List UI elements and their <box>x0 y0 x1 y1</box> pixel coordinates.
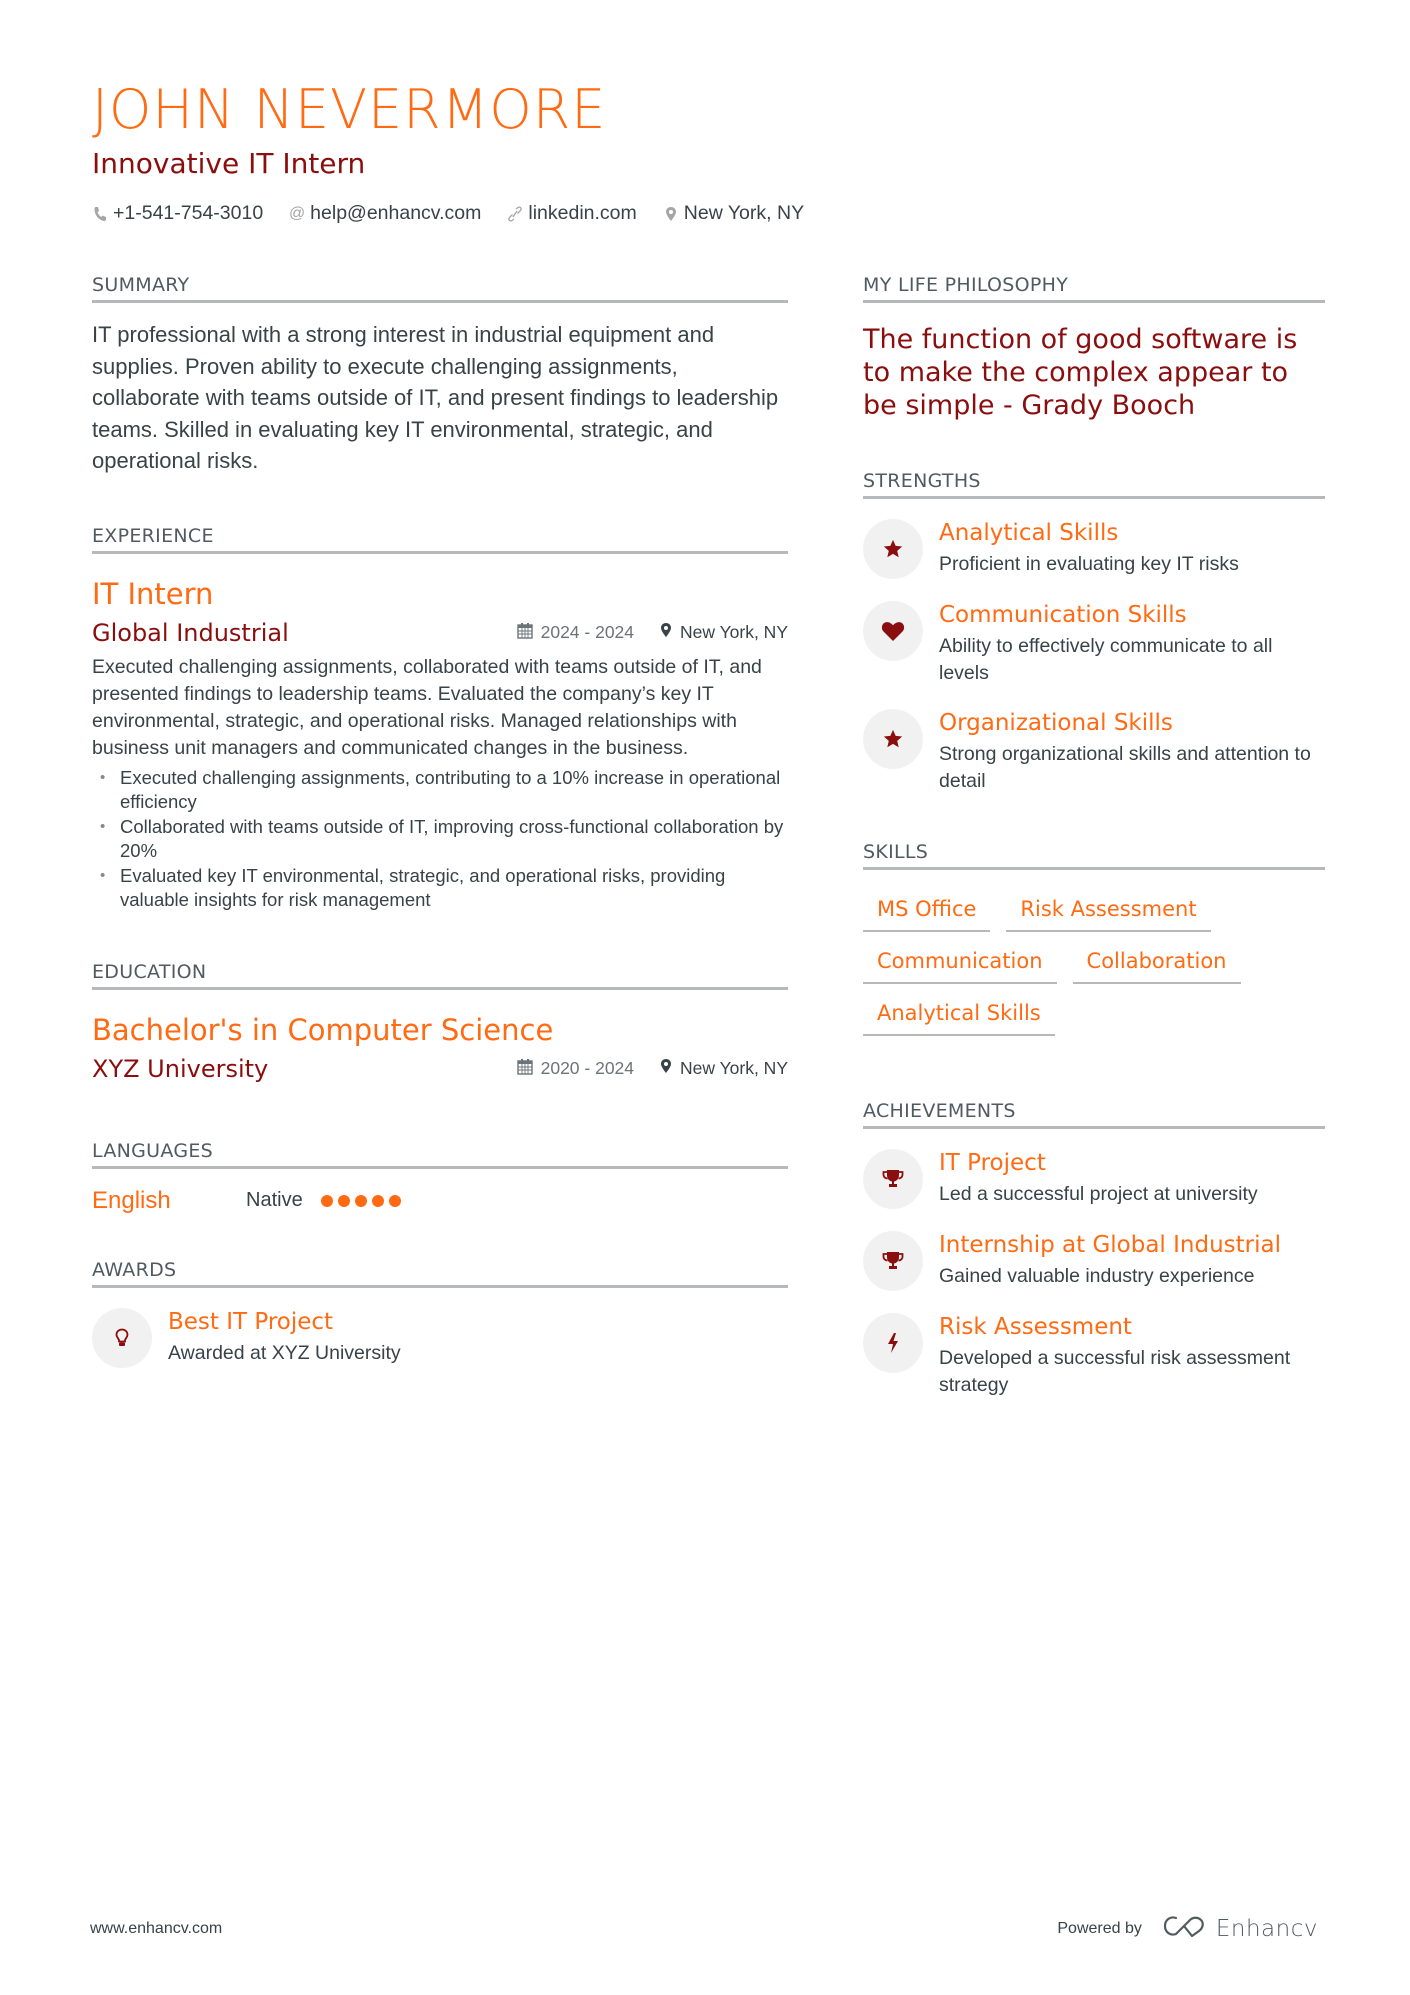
skills-section <box>863 839 1325 1036</box>
summary-heading: SUMMARY <box>92 272 788 303</box>
contact-email-text: help@enhancv.com <box>310 202 482 224</box>
candidate-title: Innovative IT Intern <box>92 147 366 180</box>
rating-dot <box>372 1195 384 1207</box>
achievements-section <box>863 1098 1325 1399</box>
achievement-title: IT Project <box>939 1150 1046 1176</box>
philosophy-heading: MY LIFE PHILOSOPHY <box>863 272 1325 303</box>
strength-description: Ability to effectively communicate to all levels <box>939 635 1273 684</box>
contact-link[interactable] <box>507 202 636 225</box>
achievements-heading: ACHIEVEMENTS <box>863 1098 1325 1129</box>
rating-dot <box>355 1195 367 1207</box>
job-role: IT Intern <box>92 576 214 611</box>
bolt-icon <box>863 1313 923 1373</box>
job-dates-text: 2024 - 2024 <box>540 622 635 642</box>
strength-text <box>939 519 1239 579</box>
achievement-item <box>863 1313 1325 1399</box>
enhancv-logo-icon <box>1162 1914 1206 1944</box>
languages-heading: LANGUAGES <box>92 1138 788 1169</box>
achievement-title: Internship at Global Industrial <box>939 1232 1281 1258</box>
award-title: Best IT Project <box>168 1308 334 1335</box>
heart-icon <box>863 601 923 661</box>
languages-section <box>92 1138 788 1215</box>
powered-by <box>1057 1914 1318 1944</box>
skill-chip: Analytical Skills <box>863 998 1055 1036</box>
star-icon <box>863 709 923 769</box>
edu-dates-text: 2020 - 2024 <box>540 1058 635 1078</box>
achievement-description: Gained valuable industry experience <box>939 1265 1255 1287</box>
edu-location-text: New York, NY <box>680 1058 788 1078</box>
award-text <box>168 1308 401 1368</box>
job-meta-row <box>92 616 788 650</box>
trophy-icon <box>863 1149 923 1209</box>
achievement-text <box>939 1313 1325 1399</box>
awards-heading: AWARDS <box>92 1257 788 1288</box>
location-icon <box>660 622 672 643</box>
achievement-description: Led a successful project at university <box>939 1183 1258 1205</box>
award-item <box>92 1308 788 1368</box>
calendar-icon <box>517 622 533 644</box>
link-icon <box>507 206 523 222</box>
rating-dot <box>338 1195 350 1207</box>
brand-name: Enhancv <box>1215 1916 1318 1942</box>
strength-item <box>863 601 1325 687</box>
skills-list <box>863 894 1325 1036</box>
strength-item <box>863 709 1325 795</box>
language-rating <box>321 1195 401 1207</box>
job-bullet: • Evaluated key IT environmental, strategic, and operational risks, providing valuable insights for risk management <box>92 864 788 913</box>
skill-chip: Risk Assessment <box>1006 894 1210 932</box>
strength-title: Communication Skills <box>939 602 1187 628</box>
job-location-text: New York, NY <box>680 622 788 642</box>
job-bullet: • Collaborated with teams outside of IT, improving cross-functional collaboration by 20% <box>92 815 788 864</box>
edu-meta-row <box>92 1052 788 1086</box>
strength-item <box>863 519 1325 579</box>
star-icon <box>863 519 923 579</box>
candidate-name: JOHN NEVERMORE <box>92 78 607 141</box>
awards-section <box>92 1257 788 1368</box>
achievement-item <box>863 1149 1325 1209</box>
trophy-icon <box>863 1231 923 1291</box>
strength-description: Strong organizational skills and attention to detail <box>939 743 1311 792</box>
summary-text: IT professional with a strong interest in industrial equipment and supplies. Proven ability to execute challenging assignments, collaborate with teams outside of IT, and present findings to leadership teams. Skilled in evaluating key IT environmental, strategic, and operational risks. <box>92 322 779 473</box>
strength-title: Analytical Skills <box>939 520 1119 546</box>
contact-location-text: New York, NY <box>683 202 805 224</box>
job-dates <box>517 622 634 644</box>
rating-dot <box>321 1195 333 1207</box>
rating-dot <box>389 1195 401 1207</box>
experience-heading: EXPERIENCE <box>92 523 788 554</box>
strength-description: Proficient in evaluating key IT risks <box>939 553 1239 575</box>
edu-meta <box>517 1058 788 1080</box>
education-item <box>92 1010 788 1086</box>
job-location <box>660 622 788 643</box>
contact-location <box>663 202 804 225</box>
contact-link-text: linkedin.com <box>528 202 637 224</box>
page-footer <box>90 1914 1318 1944</box>
job-description: Executed challenging assignments, collaborated with teams outside of IT, and presented findings to leadership teams. Evaluated the company’s key IT environmental, strategic, and operational risks. Managed relationships with business unit managers and communicated changes in the business. <box>92 655 762 759</box>
philosophy-section <box>863 272 1325 422</box>
job-bullets <box>92 766 788 913</box>
edu-school: XYZ University <box>92 1054 269 1083</box>
job-meta <box>517 622 788 644</box>
contact-phone-text: +1-541-754-3010 <box>113 202 264 224</box>
contact-row <box>92 202 1322 225</box>
strengths-section <box>863 468 1325 795</box>
skill-chip: MS Office <box>863 894 990 932</box>
achievement-text <box>939 1231 1281 1291</box>
location-icon <box>663 206 679 222</box>
skills-heading: SKILLS <box>863 839 1325 870</box>
location-icon <box>660 1058 672 1079</box>
education-section <box>92 959 788 1086</box>
achievement-text <box>939 1149 1258 1209</box>
language-name: English <box>92 1186 171 1214</box>
right-column <box>863 272 1325 1399</box>
strength-text <box>939 601 1325 687</box>
contact-phone[interactable] <box>92 202 263 225</box>
experience-item <box>92 574 788 913</box>
job-bullet: • Executed challenging assignments, contributing to a 10% increase in operational efficiency <box>92 766 788 815</box>
phone-icon <box>92 206 108 222</box>
philosophy-quote: The function of good software is to make the complex appear to be simple - Grady Booch <box>863 324 1298 421</box>
summary-section <box>92 272 788 477</box>
skill-chip: Communication <box>863 946 1057 984</box>
strengths-heading: STRENGTHS <box>863 468 1325 499</box>
edu-degree: Bachelor's in Computer Science <box>92 1012 554 1047</box>
skill-chip: Collaboration <box>1073 946 1241 984</box>
award-description: Awarded at XYZ University <box>168 1341 401 1364</box>
at-icon: @ <box>289 204 306 222</box>
contact-email[interactable] <box>289 202 481 225</box>
calendar-icon <box>517 1058 533 1080</box>
lightbulb-icon <box>92 1308 152 1368</box>
edu-dates <box>517 1058 634 1080</box>
powered-by-label: Powered by <box>1057 1920 1142 1937</box>
achievement-description: Developed a successful risk assessment strategy <box>939 1347 1291 1396</box>
experience-section <box>92 523 788 913</box>
language-level: Native <box>246 1189 303 1211</box>
language-item <box>92 1187 788 1215</box>
left-column <box>92 272 788 1368</box>
job-company: Global Industrial <box>92 618 289 647</box>
strength-text <box>939 709 1325 795</box>
achievement-item <box>863 1231 1325 1291</box>
resume-header <box>92 78 1322 225</box>
education-heading: EDUCATION <box>92 959 788 990</box>
strength-title: Organizational Skills <box>939 710 1173 736</box>
edu-location <box>660 1058 788 1079</box>
achievement-title: Risk Assessment <box>939 1314 1132 1340</box>
footer-url-link[interactable]: www.enhancv.com <box>90 1920 223 1937</box>
enhancv-brand-link[interactable] <box>1162 1914 1318 1944</box>
